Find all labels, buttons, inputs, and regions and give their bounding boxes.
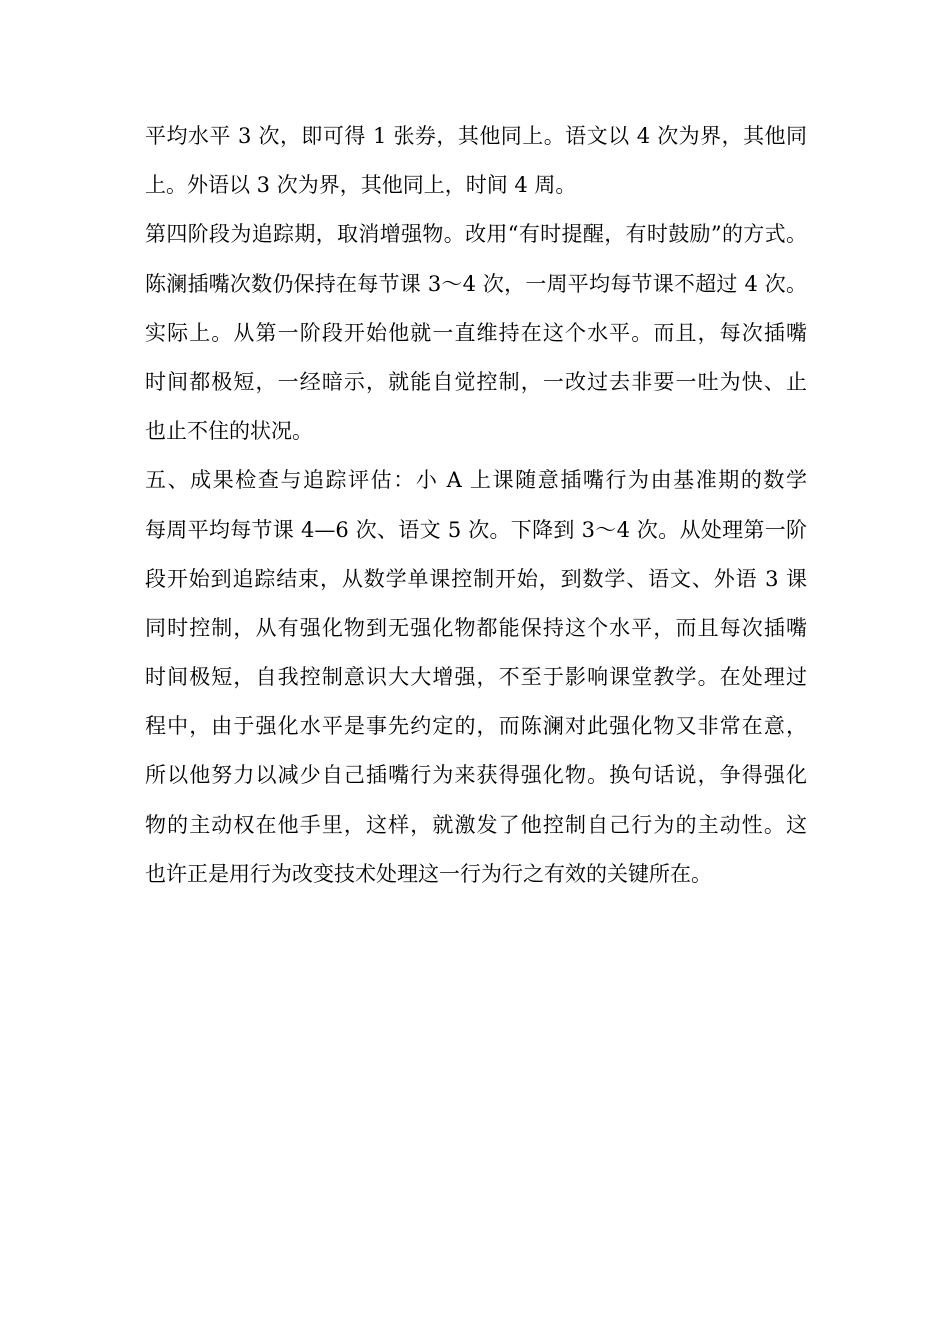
text-line: 陈澜插嘴次数仍保持在每节课 3～4 次，一周平均每节课不超过 4 次。 bbox=[145, 271, 807, 296]
text-line: 平均水平 3 次，即可得 1 张券，其他同上。语文以 4 次为界，其他同 bbox=[145, 124, 807, 148]
paragraph-3 bbox=[145, 462, 807, 905]
text-line: 上。外语以 3 次为界，其他同上，时间 4 周。 bbox=[145, 173, 577, 198]
text-line: 每周平均每节课 4—6 次、语文 5 次。下降到 3～4 次。从处理第一阶 bbox=[145, 517, 807, 542]
text-line: 同时控制，从有强化物到无强化物都能保持这个水平，而且每次插嘴 bbox=[145, 615, 807, 640]
text-line: 程中，由于强化水平是事先约定的，而陈澜对此强化物又非常在意， bbox=[145, 714, 807, 739]
paragraph-2 bbox=[145, 216, 807, 462]
text-line: 也止不住的状况。 bbox=[145, 419, 313, 444]
text-line: 第四阶段为追踪期，取消增强物。改用“有时提醒，有时鼓励”的方式。 bbox=[145, 222, 807, 247]
text-line: 实际上。从第一阶段开始他就一直维持在这个水平。而且，每次插嘴 bbox=[145, 320, 807, 345]
text-line: 五、成果检查与追踪评估：小 A 上课随意插嘴行为由基准期的数学 bbox=[145, 468, 807, 493]
text-line: 所以他努力以减少自己插嘴行为来获得强化物。换句话说，争得强化 bbox=[145, 763, 807, 788]
text-line: 物的主动权在他手里，这样，就激发了他控制自己行为的主动性。这 bbox=[145, 812, 807, 837]
text-line: 时间都极短，一经暗示，就能自觉控制，一改过去非要一吐为快、止 bbox=[145, 369, 807, 394]
text-line: 时间极短，自我控制意识大大增强，不至于影响课堂教学。在处理过 bbox=[145, 665, 807, 690]
document-body bbox=[145, 118, 807, 905]
text-line: 也许正是用行为改变技术处理这一行为行之有效的关键所在。 bbox=[145, 861, 712, 886]
paragraph-1 bbox=[145, 118, 807, 216]
text-line: 段开始到追踪结束，从数学单课控制开始，到数学、语文、外语 3 课 bbox=[145, 566, 807, 591]
